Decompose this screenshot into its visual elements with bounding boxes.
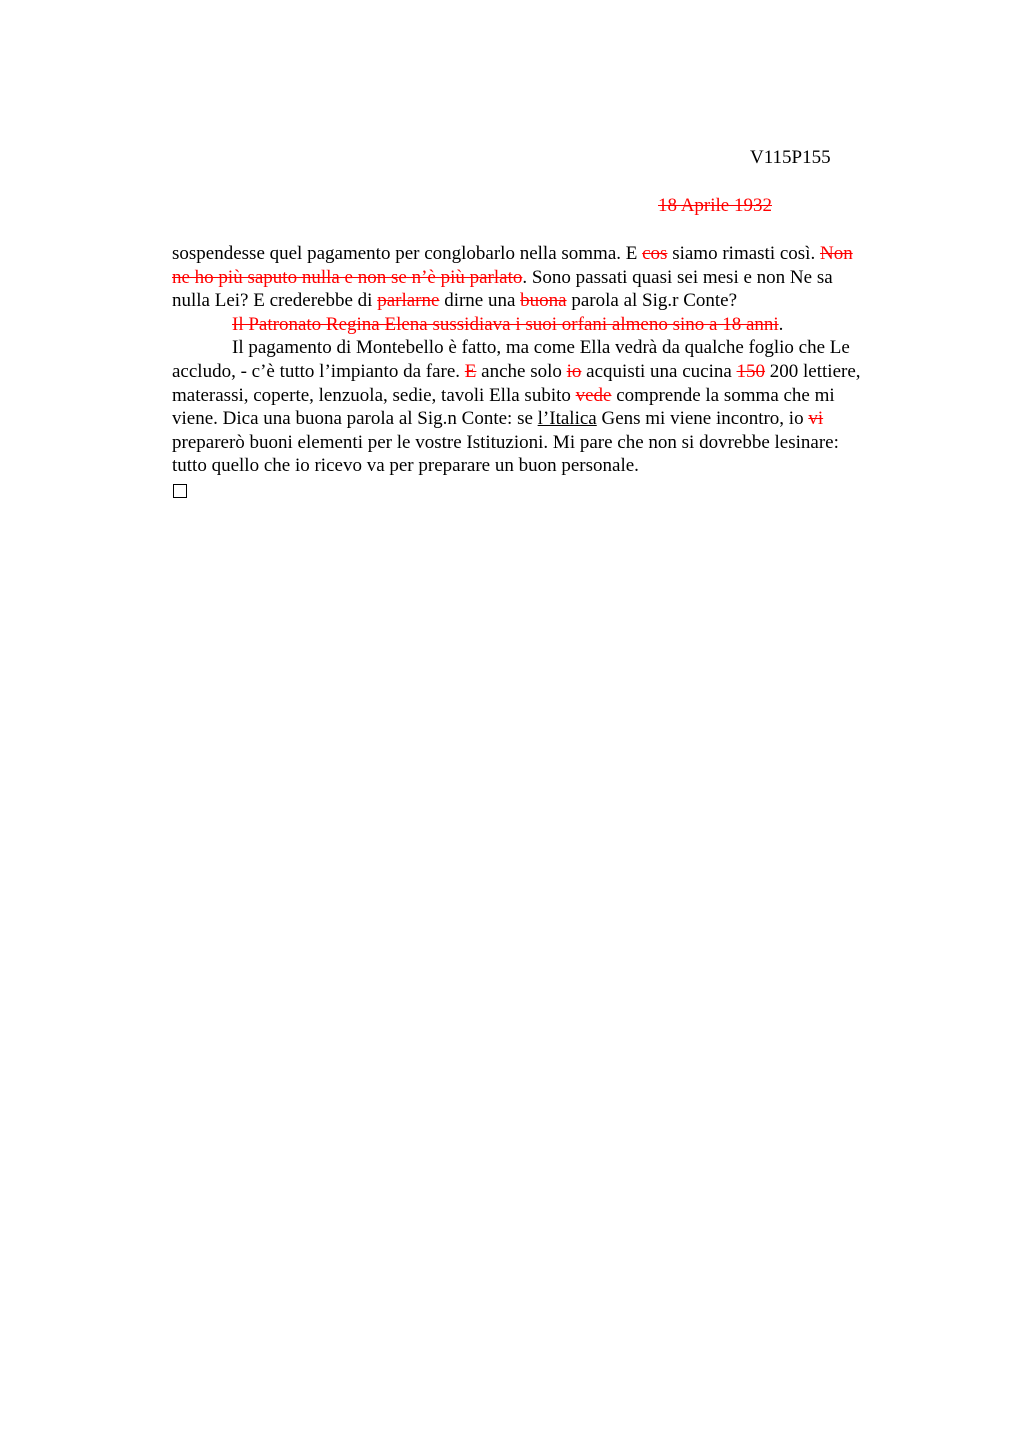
text-run: tutto quello che io ricevo va per preparare un buon personale. (172, 455, 639, 477)
text-run: viene. Dica una buona parola al Sig.n Conte: se (172, 408, 538, 430)
text-line (172, 431, 932, 455)
deleted-text-run: buona (520, 290, 567, 312)
text-run: comprende la somma che mi (611, 384, 835, 406)
deleted-text-run: 150 (736, 360, 766, 382)
text-line (172, 407, 932, 431)
underlined-text-run: l’Italica (537, 408, 597, 430)
text-run: . Sono passati quasi sei mesi e non Ne sa (522, 266, 833, 288)
text-run: anche solo (476, 360, 567, 382)
text-run: accludo, - c’è tutto l’impianto da fare. (172, 360, 465, 382)
text-line (172, 242, 932, 266)
text-run: Il pagamento di Montebello è fatto, ma come Ella vedrà da qualche foglio che Le (232, 337, 850, 359)
text-run: Gens mi viene incontro, io (596, 408, 809, 430)
deleted-date: 18 Aprile 1932 (658, 195, 772, 216)
letter-lines (172, 242, 932, 478)
letter-body (172, 242, 932, 505)
deleted-text-run: Il Patronato Regina Elena sussidiava i suoi orfani almeno sino a 18 anni (232, 313, 779, 335)
text-run: nulla Lei? E crederebbe di (172, 290, 378, 312)
text-run: parola al Sig.r Conte? (566, 290, 738, 312)
end-of-text-box-icon (173, 484, 187, 498)
text-line (172, 289, 932, 313)
text-run: materassi, coperte, lenzuola, sedie, tavoli Ella subito (172, 384, 576, 406)
text-run: . (778, 313, 784, 335)
deleted-text-run: vi (808, 408, 824, 430)
text-run: siamo rimasti così. (667, 243, 820, 264)
text-run: sospendesse quel pagamento per conglobarlo nella somma. E (172, 243, 643, 264)
text-line (172, 384, 932, 408)
deleted-text-run: vede (575, 384, 612, 406)
text-run: acquisti una cucina (581, 360, 737, 382)
text-run: preparerò buoni elementi per le vostre Istituzioni. Mi pare che non si dovrebbe lesinare: (172, 431, 839, 453)
text-run: 200 lettiere, (765, 360, 861, 382)
text-run: dirne una (439, 290, 521, 312)
deleted-text-run: ne ho più saputo nulla e non se n’è più parlato (172, 266, 523, 288)
deleted-text-run: E (464, 360, 477, 382)
text-line (172, 313, 932, 337)
deleted-text-run: parlarne (377, 290, 440, 312)
text-line (172, 336, 932, 360)
deleted-text-run: Non (819, 243, 853, 264)
deleted-text-run: cos (642, 243, 668, 264)
text-line (172, 360, 932, 384)
text-line (172, 266, 932, 290)
deleted-text-run: io (566, 360, 582, 382)
text-line (172, 454, 932, 478)
document-id-label: V115P155 (750, 147, 831, 168)
